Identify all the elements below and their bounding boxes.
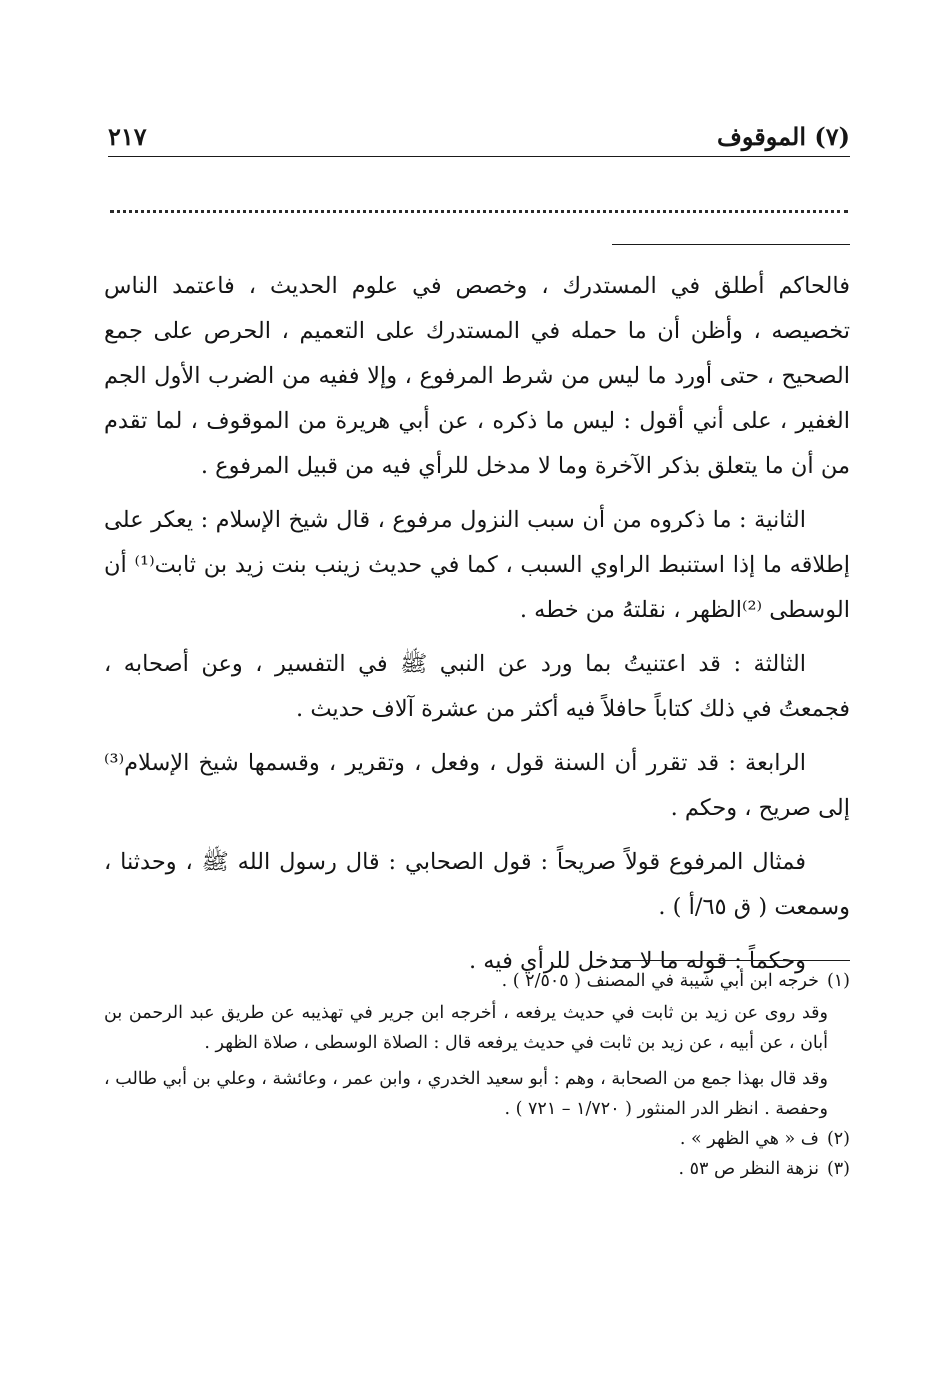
footnotes xyxy=(104,966,850,1184)
footnote-2 xyxy=(104,1124,850,1154)
footnote-3-label: (٣) xyxy=(826,1159,850,1179)
page-number: ٢١٧ xyxy=(108,122,147,151)
paragraph-continuation: فالحاكم أطلق في المستدرك ، وخصص في علوم الحديث ، فاعتمد الناس تخصيصه ، وأظن أن ما حمله في المستدرك على التعميم ، الحرص على جمع الصحيح ، حتى أورد ما ليس من شرط المرفوع ، وإلا ففيه من الضرب الأول الجم الغفير ، على أني أقول : ليس ما ذكره ، عن أبي هريرة من الموقوف ، لما تقدم من أن ما يتعلق بذكر الآخرة وما لا مدخل للرأي فيه من قبيل المرفوع . xyxy=(104,273,850,479)
paragraph-explicit-example: فمثال المرفوع قولاً صريحاً : قول الصحابي : قال رسول الله ﷺ ، وحدثنا ، وسمعت ( ق ٦٥/أ ) . xyxy=(104,849,850,920)
main-text xyxy=(104,264,850,984)
footnote-2-text: ف « هي الظهر » . xyxy=(679,1129,819,1149)
footnote-3 xyxy=(104,1154,850,1184)
dotted-separator xyxy=(110,210,848,213)
page-header xyxy=(108,118,850,158)
section-rule xyxy=(612,244,850,245)
footnote-1-text: خرجه ابن أبي شيبة في المصنف ( ٢/٥٠٥ ) . xyxy=(501,971,819,991)
footnote-rule xyxy=(612,960,850,961)
footnote-1-paragraph-2: وقد روى عن زيد بن ثابت في حديث يرفعه ، أخرجه ابن جرير في تهذيبه عن طريق عبد الرحمن بن أبان ، عن أبيه ، عن زيد بن ثابت في حديث يرفعه قال : الصلاة الوسطى ، صلاة الظهر . xyxy=(104,1003,828,1053)
footnote-1-label: (١) xyxy=(826,971,850,991)
chapter-title: (٧) الموقوف xyxy=(717,122,850,151)
paragraph-third-point: الثالثة : قد اعتنيتُ بما ورد عن النبي ﷺ في التفسير ، وعن أصحابه ، فجمعتُ في ذلك كتاباً حافلاً فيه أكثر من عشرة آلاف حديث . xyxy=(104,651,850,722)
paragraph-fourth-point: الرابعة : قد تقرر أن السنة قول ، وفعل ، وتقرير ، وقسمها شيخ الإسلام⁽³⁾ إلى صريح ، وحكم . xyxy=(104,750,850,821)
footnote-1-paragraph-3: وقد قال بهذا جمع من الصحابة ، وهم : أبو سعيد الخدري ، وابن عمر ، وعائشة ، وعلي بن أبي طالب ، وحفصة . انظر الدر المنثور ( ١/٧٢٠ – ٧٢١ ) . xyxy=(104,1069,828,1119)
footnote-3-text: نزهة النظر ص ٥٣ . xyxy=(678,1159,819,1179)
paragraph-second-point: الثانية : ما ذكروه من أن سبب النزول مرفوع ، قال شيخ الإسلام : يعكر على إطلاقه ما إذا استنبط الراوي السبب ، كما في حديث زينب بنت زيد بن ثابت⁽¹⁾ أن الوسطى ⁽²⁾الظهر ، نقلتهُ من خطه . xyxy=(104,507,851,623)
footnote-2-label: (٢) xyxy=(826,1129,850,1149)
footnote-1 xyxy=(104,966,850,996)
header-rule xyxy=(108,156,850,157)
paragraph-implicit-example: وحكماً : قوله ما لا مدخل للرأي فيه . xyxy=(468,948,806,974)
